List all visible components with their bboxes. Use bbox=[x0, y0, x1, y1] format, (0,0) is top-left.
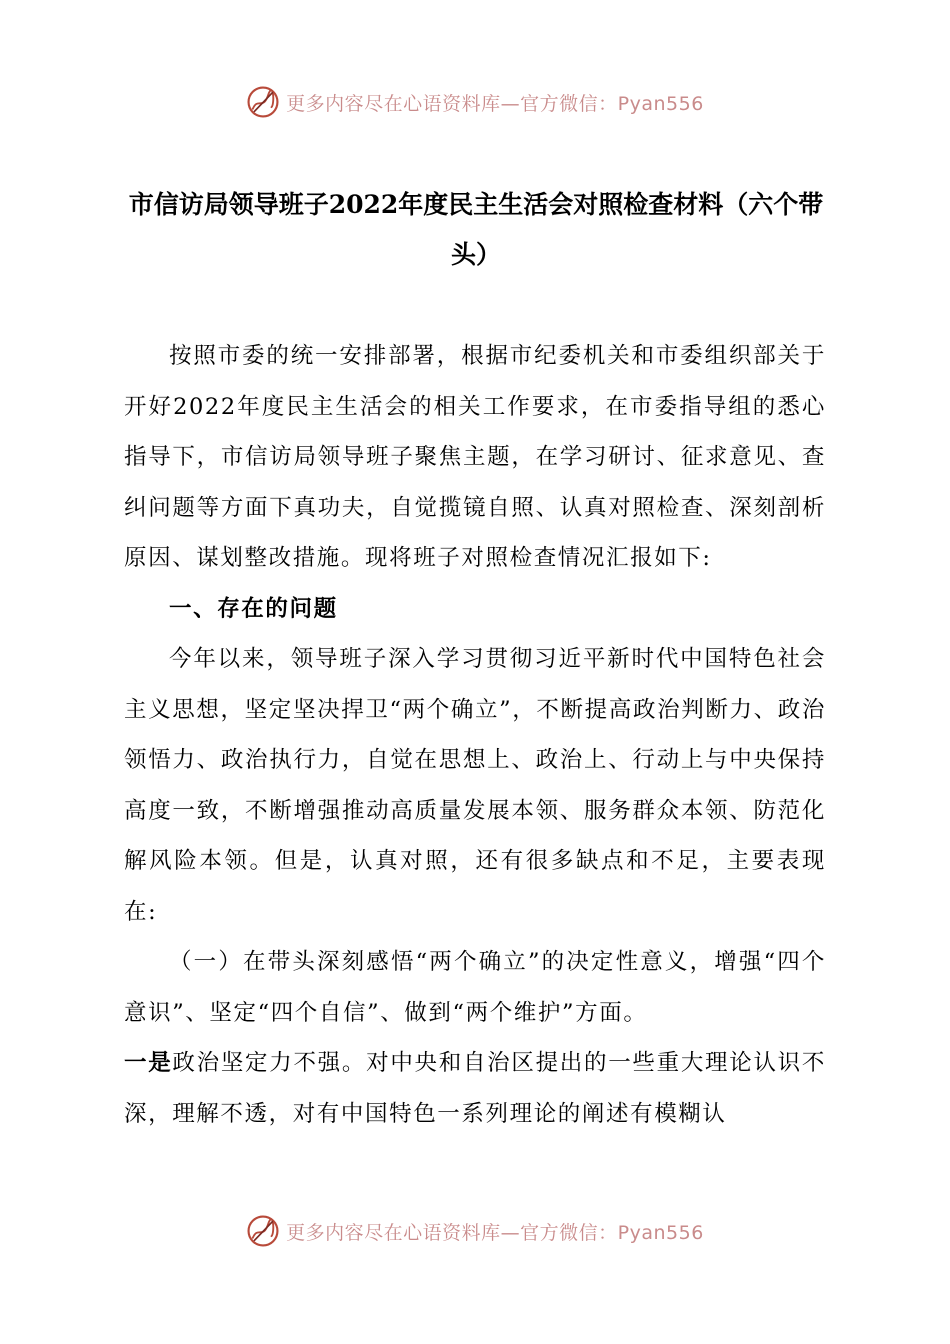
watermark-text: 更多内容尽在心语资料库—官方微信：Pyan556 bbox=[286, 92, 704, 115]
point-lead: 一是 bbox=[124, 1050, 173, 1076]
point-paragraph bbox=[124, 1038, 826, 1139]
subsection-heading: （一）在带头深刻感悟“两个确立”的决定性意义，增强“四个意识”、坚定“四个自信”、做到“两个维护”方面。 bbox=[124, 949, 826, 1026]
section-heading: 一、存在的问题 bbox=[169, 595, 338, 622]
watermark-banner-bottom bbox=[0, 1209, 950, 1253]
signature-pen-logo-icon bbox=[246, 1214, 280, 1248]
watermark-banner-top bbox=[0, 80, 950, 124]
signature-pen-logo-icon bbox=[246, 85, 280, 119]
point-text: 政治坚定力不强。对中央和自治区提出的一些重大理论认识不深，理解不透，对有中国特色一系列理论的阐述有模糊认 bbox=[124, 1050, 826, 1127]
document-body bbox=[124, 331, 826, 1139]
intro-paragraph: 按照市委的统一安排部署，根据市纪委机关和市委组织部关于开好2022年度民主生活会的相关工作要求，在市委指导组的悉心指导下，市信访局领导班子聚焦主题，在学习研讨、征求意见、查纠问题等方面下真功夫，自觉揽镜自照、认真对照检查、深刻剖析原因、谋划整改措施。现将班子对照检查情况汇报如下: bbox=[124, 343, 826, 571]
watermark-text: 更多内容尽在心语资料库—官方微信：Pyan556 bbox=[286, 1221, 704, 1244]
section-paragraph: 今年以来，领导班子深入学习贯彻习近平新时代中国特色社会主义思想，坚定坚决捍卫“两个确立”，不断提高政治判断力、政治领悟力、政治执行力，自觉在思想上、政治上、行动上与中央保持高度一致，不断增强推动高质量发展本领、服务群众本领、防范化解风险本领。但是，认真对照，还有很多缺点和不足，主要表现在: bbox=[124, 646, 826, 925]
document-title: 市信访局领导班子2022年度民主生活会对照检查材料（六个带头） bbox=[128, 190, 824, 269]
